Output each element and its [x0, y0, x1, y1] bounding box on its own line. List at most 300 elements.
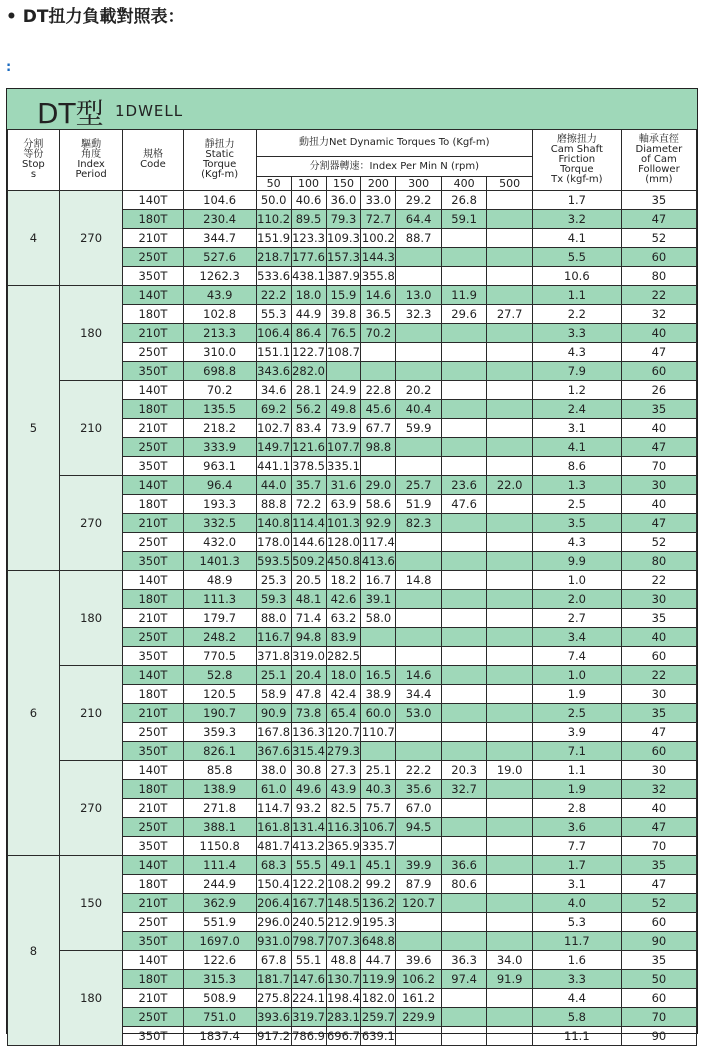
cam-friction-cell: 3.3	[532, 970, 621, 989]
static-torque-cell: 1837.4	[183, 1027, 256, 1046]
static-torque-cell: 1150.8	[183, 837, 256, 856]
dynamic-torque-cell: 45.6	[361, 400, 396, 419]
dynamic-torque-cell: 182.0	[361, 989, 396, 1008]
cam-friction-cell: 1.0	[532, 571, 621, 590]
dynamic-torque-cell: 110.2	[256, 210, 291, 229]
dynamic-torque-cell	[441, 457, 487, 476]
model-title: DT型	[37, 97, 104, 130]
dynamic-torque-cell	[487, 799, 533, 818]
static-torque-cell: 315.3	[183, 970, 256, 989]
static-torque-cell: 1401.3	[183, 552, 256, 571]
dynamic-torque-cell: 92.9	[361, 514, 396, 533]
dynamic-torque-cell	[487, 381, 533, 400]
dynamic-torque-cell: 16.7	[361, 571, 396, 590]
static-torque-cell: 244.9	[183, 875, 256, 894]
dynamic-torque-cell: 67.8	[256, 951, 291, 970]
dynamic-torque-cell: 39.8	[326, 305, 361, 324]
dynamic-torque-cell	[487, 210, 533, 229]
diameter-cell: 32	[621, 305, 696, 324]
dynamic-torque-cell	[441, 324, 487, 343]
code-cell: 140T	[123, 666, 183, 685]
code-cell: 180T	[123, 495, 183, 514]
dynamic-torque-cell: 32.3	[396, 305, 442, 324]
code-cell: 250T	[123, 438, 183, 457]
dynamic-torque-cell: 150.4	[256, 875, 291, 894]
dynamic-torque-cell	[487, 438, 533, 457]
dynamic-torque-cell	[441, 989, 487, 1008]
dynamic-torque-cell: 19.0	[487, 761, 533, 780]
dynamic-torque-cell	[441, 400, 487, 419]
cam-friction-cell: 3.1	[532, 875, 621, 894]
static-torque-cell: 271.8	[183, 799, 256, 818]
dynamic-torque-cell: 58.0	[361, 609, 396, 628]
dynamic-torque-cell: 14.6	[396, 666, 442, 685]
table-row	[8, 191, 697, 210]
dynamic-torque-cell	[361, 362, 396, 381]
dynamic-torque-cell: 30.8	[291, 761, 326, 780]
diameter-cell: 32	[621, 780, 696, 799]
dynamic-torque-cell: 198.4	[326, 989, 361, 1008]
static-torque-cell: 52.8	[183, 666, 256, 685]
code-cell: 140T	[123, 476, 183, 495]
static-torque-cell: 963.1	[183, 457, 256, 476]
dynamic-torque-cell: 438.1	[291, 267, 326, 286]
diameter-cell: 47	[621, 210, 696, 229]
static-torque-cell: 193.3	[183, 495, 256, 514]
stray-mark: :	[6, 60, 12, 75]
dynamic-torque-cell	[487, 647, 533, 666]
diameter-cell: 35	[621, 609, 696, 628]
dynamic-torque-cell: 20.2	[396, 381, 442, 400]
dynamic-torque-cell: 413.2	[291, 837, 326, 856]
dynamic-torque-cell: 67.7	[361, 419, 396, 438]
dynamic-torque-cell: 130.7	[326, 970, 361, 989]
dynamic-torque-cell: 22.2	[396, 761, 442, 780]
dynamic-torque-cell	[487, 837, 533, 856]
cam-friction-cell: 7.7	[532, 837, 621, 856]
dynamic-torque-cell: 151.9	[256, 229, 291, 248]
static-torque-cell: 111.3	[183, 590, 256, 609]
dynamic-torque-cell	[441, 647, 487, 666]
dynamic-torque-cell: 181.7	[256, 970, 291, 989]
dynamic-torque-cell: 60.0	[361, 704, 396, 723]
dynamic-torque-cell: 64.4	[396, 210, 442, 229]
code-cell: 350T	[123, 932, 183, 951]
static-torque-cell: 551.9	[183, 913, 256, 932]
cam-friction-cell: 1.1	[532, 286, 621, 305]
cam-friction-cell: 3.6	[532, 818, 621, 837]
code-cell: 210T	[123, 229, 183, 248]
cam-friction-cell: 5.3	[532, 913, 621, 932]
page-title: • DT扭力負載對照表：	[6, 7, 185, 27]
static-torque-cell: 122.6	[183, 951, 256, 970]
dynamic-torque-cell: 319.7	[291, 1008, 326, 1027]
dynamic-torque-cell: 107.7	[326, 438, 361, 457]
code-cell: 180T	[123, 780, 183, 799]
code-cell: 250T	[123, 533, 183, 552]
dynamic-torque-cell	[487, 989, 533, 1008]
dynamic-torque-cell: 20.4	[291, 666, 326, 685]
dynamic-torque-cell: 212.9	[326, 913, 361, 932]
dynamic-torque-cell: 365.9	[326, 837, 361, 856]
period-cell: 180	[59, 571, 122, 666]
dynamic-torque-cell: 48.1	[291, 590, 326, 609]
dynamic-torque-cell: 101.3	[326, 514, 361, 533]
diameter-cell: 60	[621, 647, 696, 666]
dynamic-torque-cell	[441, 267, 487, 286]
dynamic-torque-cell	[487, 875, 533, 894]
dynamic-torque-cell: 229.9	[396, 1008, 442, 1027]
dynamic-torque-cell	[487, 742, 533, 761]
diameter-cell: 80	[621, 267, 696, 286]
dynamic-torque-cell	[396, 647, 442, 666]
dynamic-torque-cell: 94.8	[291, 628, 326, 647]
dynamic-torque-cell: 91.9	[487, 970, 533, 989]
static-torque-cell: 43.9	[183, 286, 256, 305]
dynamic-torque-cell	[441, 723, 487, 742]
code-cell: 210T	[123, 324, 183, 343]
dynamic-torque-cell	[441, 229, 487, 248]
stops-cell: 5	[8, 286, 60, 571]
code-cell: 210T	[123, 514, 183, 533]
dynamic-torque-cell: 696.7	[326, 1027, 361, 1046]
cam-friction-cell: 5.8	[532, 1008, 621, 1027]
code-cell: 210T	[123, 419, 183, 438]
dynamic-torque-cell	[441, 818, 487, 837]
dynamic-torque-cell	[396, 742, 442, 761]
dynamic-torque-cell: 50.0	[256, 191, 291, 210]
dynamic-torque-cell	[441, 571, 487, 590]
cam-friction-cell: 1.7	[532, 856, 621, 875]
dynamic-torque-cell: 75.7	[361, 799, 396, 818]
dynamic-torque-cell	[487, 685, 533, 704]
dynamic-torque-cell: 89.5	[291, 210, 326, 229]
dynamic-torque-cell: 786.9	[291, 1027, 326, 1046]
dynamic-torque-cell: 481.7	[256, 837, 291, 856]
code-cell: 210T	[123, 799, 183, 818]
dynamic-torque-cell	[487, 818, 533, 837]
dynamic-torque-cell	[487, 856, 533, 875]
dynamic-torque-cell: 131.4	[291, 818, 326, 837]
dynamic-torque-cell: 283.1	[326, 1008, 361, 1027]
dynamic-torque-cell: 148.5	[326, 894, 361, 913]
static-torque-cell: 218.2	[183, 419, 256, 438]
code-cell: 350T	[123, 362, 183, 381]
cam-friction-cell: 4.3	[532, 343, 621, 362]
dynamic-torque-cell: 59.3	[256, 590, 291, 609]
speed-col-500: 500	[487, 177, 533, 191]
dynamic-torque-cell: 49.1	[326, 856, 361, 875]
dynamic-torque-cell: 55.1	[291, 951, 326, 970]
dynamic-torque-cell	[396, 837, 442, 856]
dynamic-torque-cell	[441, 704, 487, 723]
dynamic-torque-cell: 25.7	[396, 476, 442, 495]
dynamic-torque-cell	[441, 1008, 487, 1027]
dynamic-torque-cell	[396, 457, 442, 476]
static-torque-cell: 1262.3	[183, 267, 256, 286]
static-torque-cell: 1697.0	[183, 932, 256, 951]
dynamic-torque-cell	[487, 552, 533, 571]
table-row	[8, 571, 697, 590]
table-body	[8, 191, 697, 1046]
static-torque-cell: 213.3	[183, 324, 256, 343]
cam-friction-cell: 3.3	[532, 324, 621, 343]
dynamic-torque-cell: 42.4	[326, 685, 361, 704]
dynamic-torque-cell: 58.9	[256, 685, 291, 704]
dynamic-torque-cell	[487, 248, 533, 267]
diameter-cell: 60	[621, 913, 696, 932]
table-row	[8, 476, 697, 495]
dynamic-torque-cell: 40.6	[291, 191, 326, 210]
stops-cell: 6	[8, 571, 60, 856]
dynamic-torque-cell: 22.0	[487, 476, 533, 495]
dynamic-torque-cell: 73.9	[326, 419, 361, 438]
dynamic-torque-cell	[441, 1027, 487, 1046]
dynamic-torque-cell: 24.9	[326, 381, 361, 400]
dynamic-torque-cell: 371.8	[256, 647, 291, 666]
dynamic-torque-cell: 51.9	[396, 495, 442, 514]
cam-friction-cell: 4.0	[532, 894, 621, 913]
static-torque-cell: 135.5	[183, 400, 256, 419]
code-cell: 250T	[123, 818, 183, 837]
dynamic-torque-cell	[441, 913, 487, 932]
dynamic-torque-cell	[361, 457, 396, 476]
dynamic-torque-cell: 44.0	[256, 476, 291, 495]
code-cell: 140T	[123, 191, 183, 210]
dynamic-torque-cell: 367.6	[256, 742, 291, 761]
dynamic-torque-cell: 218.7	[256, 248, 291, 267]
diameter-cell: 47	[621, 723, 696, 742]
dynamic-torque-cell: 88.7	[396, 229, 442, 248]
diameter-cell: 52	[621, 533, 696, 552]
dynamic-torque-cell: 79.3	[326, 210, 361, 229]
dynamic-torque-cell: 29.6	[441, 305, 487, 324]
dynamic-torque-cell: 34.0	[487, 951, 533, 970]
dynamic-torque-cell	[487, 913, 533, 932]
dynamic-torque-cell: 335.1	[326, 457, 361, 476]
code-cell: 350T	[123, 267, 183, 286]
cam-friction-cell: 1.9	[532, 780, 621, 799]
diameter-cell: 47	[621, 514, 696, 533]
static-torque-cell: 344.7	[183, 229, 256, 248]
dynamic-torque-cell	[441, 533, 487, 552]
dynamic-torque-cell: 88.0	[256, 609, 291, 628]
period-cell: 150	[59, 856, 122, 951]
dynamic-torque-cell	[487, 894, 533, 913]
dynamic-torque-cell	[396, 590, 442, 609]
dynamic-torque-cell: 65.4	[326, 704, 361, 723]
diameter-cell: 70	[621, 837, 696, 856]
diameter-cell: 40	[621, 419, 696, 438]
dynamic-torque-cell	[361, 742, 396, 761]
cam-friction-cell: 2.2	[532, 305, 621, 324]
diameter-cell: 70	[621, 457, 696, 476]
dynamic-torque-cell: 178.0	[256, 533, 291, 552]
dynamic-torque-cell	[487, 780, 533, 799]
diameter-cell: 70	[621, 1008, 696, 1027]
diameter-cell: 35	[621, 856, 696, 875]
static-torque-cell: 359.3	[183, 723, 256, 742]
code-cell: 250T	[123, 1008, 183, 1027]
dynamic-torque-cell: 82.3	[396, 514, 442, 533]
cam-friction-cell: 1.0	[532, 666, 621, 685]
dynamic-torque-cell: 593.5	[256, 552, 291, 571]
dynamic-torque-cell: 110.7	[361, 723, 396, 742]
dynamic-torque-cell	[441, 894, 487, 913]
panel-header	[7, 89, 697, 129]
cam-friction-cell: 1.3	[532, 476, 621, 495]
model-subtitle: 1DWELL	[115, 102, 184, 120]
dynamic-torque-cell	[326, 362, 361, 381]
dynamic-torque-cell: 109.3	[326, 229, 361, 248]
static-torque-cell: 179.7	[183, 609, 256, 628]
dynamic-torque-cell: 88.8	[256, 495, 291, 514]
dynamic-torque-cell: 315.4	[291, 742, 326, 761]
dynamic-torque-cell: 533.6	[256, 267, 291, 286]
diameter-cell: 35	[621, 951, 696, 970]
dynamic-torque-cell: 25.3	[256, 571, 291, 590]
dynamic-torque-cell: 167.7	[291, 894, 326, 913]
diameter-cell: 40	[621, 495, 696, 514]
diameter-cell: 35	[621, 191, 696, 210]
dynamic-torque-cell: 144.6	[291, 533, 326, 552]
dynamic-torque-cell: 123.3	[291, 229, 326, 248]
dynamic-torque-cell	[396, 628, 442, 647]
dynamic-torque-cell: 282.5	[326, 647, 361, 666]
code-cell: 250T	[123, 723, 183, 742]
dynamic-torque-cell: 63.2	[326, 609, 361, 628]
static-torque-cell: 111.4	[183, 856, 256, 875]
dynamic-torque-cell: 67.0	[396, 799, 442, 818]
dynamic-torque-cell	[487, 419, 533, 438]
dynamic-torque-cell	[396, 913, 442, 932]
cam-friction-cell: 1.6	[532, 951, 621, 970]
code-cell: 140T	[123, 951, 183, 970]
diameter-cell: 22	[621, 286, 696, 305]
dynamic-torque-cell: 34.4	[396, 685, 442, 704]
dynamic-torque-cell: 26.8	[441, 191, 487, 210]
dynamic-torque-cell: 55.5	[291, 856, 326, 875]
dynamic-torque-cell: 18.2	[326, 571, 361, 590]
cam-friction-cell: 3.4	[532, 628, 621, 647]
period-cell: 210	[59, 381, 122, 476]
dynamic-torque-cell: 100.2	[361, 229, 396, 248]
dynamic-torque-cell: 59.1	[441, 210, 487, 229]
static-torque-cell: 96.4	[183, 476, 256, 495]
dynamic-torque-cell: 44.9	[291, 305, 326, 324]
code-cell: 140T	[123, 856, 183, 875]
dynamic-torque-cell	[441, 932, 487, 951]
dynamic-torque-cell: 108.7	[326, 343, 361, 362]
dynamic-torque-cell: 93.2	[291, 799, 326, 818]
cam-friction-cell: 3.1	[532, 419, 621, 438]
table-row	[8, 951, 697, 970]
dynamic-torque-cell: 122.2	[291, 875, 326, 894]
dynamic-torque-cell	[441, 742, 487, 761]
dynamic-torque-cell: 25.1	[256, 666, 291, 685]
speed-col-150: 150	[326, 177, 361, 191]
static-torque-cell: 527.6	[183, 248, 256, 267]
dynamic-torque-cell	[487, 514, 533, 533]
code-cell: 350T	[123, 1027, 183, 1046]
dynamic-torque-cell: 76.5	[326, 324, 361, 343]
cam-friction-cell: 8.6	[532, 457, 621, 476]
dynamic-torque-cell: 355.8	[361, 267, 396, 286]
dynamic-torque-cell: 144.3	[361, 248, 396, 267]
cam-friction-cell: 3.9	[532, 723, 621, 742]
code-cell: 210T	[123, 704, 183, 723]
diameter-cell: 30	[621, 761, 696, 780]
dynamic-torque-cell	[487, 609, 533, 628]
cam-friction-cell: 2.5	[532, 704, 621, 723]
dynamic-torque-cell: 40.3	[361, 780, 396, 799]
dynamic-torque-cell: 68.3	[256, 856, 291, 875]
dynamic-torque-cell: 393.6	[256, 1008, 291, 1027]
dynamic-torque-cell	[487, 723, 533, 742]
dynamic-torque-cell: 707.3	[326, 932, 361, 951]
dynamic-torque-cell: 161.8	[256, 818, 291, 837]
cam-friction-cell: 1.2	[532, 381, 621, 400]
dynamic-torque-cell: 31.6	[326, 476, 361, 495]
dynamic-torque-cell: 40.4	[396, 400, 442, 419]
speed-col-100: 100	[291, 177, 326, 191]
diameter-cell: 35	[621, 400, 696, 419]
dynamic-torque-cell: 39.9	[396, 856, 442, 875]
dynamic-torque-cell: 80.6	[441, 875, 487, 894]
diameter-cell: 80	[621, 552, 696, 571]
dynamic-torque-cell: 39.6	[396, 951, 442, 970]
dynamic-torque-cell: 28.1	[291, 381, 326, 400]
code-cell: 210T	[123, 989, 183, 1008]
dynamic-torque-cell	[396, 438, 442, 457]
header-index-period: 驅動 角度 Index Period	[59, 130, 122, 191]
code-cell: 350T	[123, 647, 183, 666]
dynamic-torque-cell: 282.0	[291, 362, 326, 381]
dynamic-torque-cell: 27.7	[487, 305, 533, 324]
stops-cell: 8	[8, 856, 60, 1046]
dynamic-torque-cell: 16.5	[361, 666, 396, 685]
dynamic-torque-cell: 117.4	[361, 533, 396, 552]
static-torque-cell: 85.8	[183, 761, 256, 780]
dynamic-torque-cell: 149.7	[256, 438, 291, 457]
dynamic-torque-cell: 319.0	[291, 647, 326, 666]
cam-friction-cell: 4.4	[532, 989, 621, 1008]
dynamic-torque-cell	[396, 324, 442, 343]
code-cell: 180T	[123, 970, 183, 989]
static-torque-cell: 248.2	[183, 628, 256, 647]
dynamic-torque-cell: 387.9	[326, 267, 361, 286]
dynamic-torque-cell	[487, 286, 533, 305]
dynamic-torque-cell: 22.2	[256, 286, 291, 305]
dynamic-torque-cell	[396, 343, 442, 362]
cam-friction-cell: 2.7	[532, 609, 621, 628]
dynamic-torque-cell: 157.3	[326, 248, 361, 267]
dynamic-torque-cell	[441, 362, 487, 381]
dynamic-torque-cell: 55.3	[256, 305, 291, 324]
table-row	[8, 381, 697, 400]
dynamic-torque-cell: 13.0	[396, 286, 442, 305]
diameter-cell: 30	[621, 476, 696, 495]
dynamic-torque-cell: 38.9	[361, 685, 396, 704]
period-cell: 270	[59, 476, 122, 571]
dynamic-torque-cell: 106.4	[256, 324, 291, 343]
dynamic-torque-cell: 39.1	[361, 590, 396, 609]
diameter-cell: 22	[621, 571, 696, 590]
dynamic-torque-cell: 128.0	[326, 533, 361, 552]
diameter-cell: 60	[621, 742, 696, 761]
static-torque-cell: 826.1	[183, 742, 256, 761]
code-cell: 210T	[123, 894, 183, 913]
